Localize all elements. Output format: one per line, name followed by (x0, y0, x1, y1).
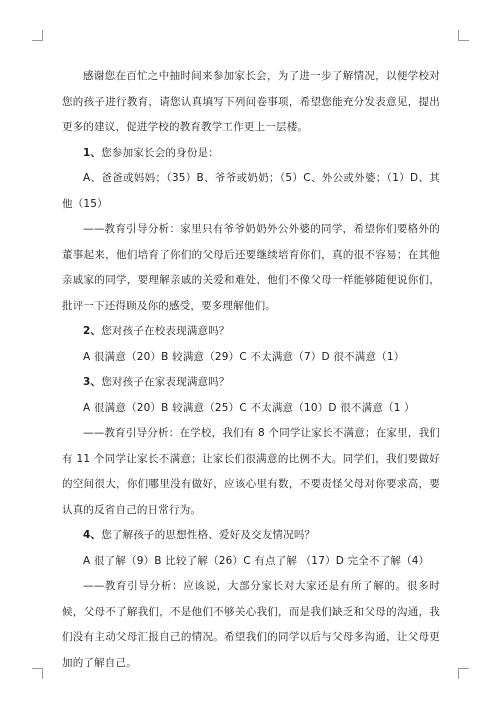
question-3-options: A 很满意（20）B 较满意（25）C 不太满意（10）D 很不满意（1 ） (83, 401, 415, 414)
document-body (62, 64, 440, 676)
question-4-number: 4、 (83, 529, 102, 541)
question-1-options: A、爸爸或妈妈；（35）B、爷爷或奶奶；（5）C、外公或外婆；（1）D、其他（15） (62, 172, 440, 210)
question-2-text: 您对孩子在校表现满意吗？ (101, 325, 230, 337)
question-3-text: 您对孩子在家表现满意吗？ (101, 376, 230, 388)
question-3-number: 3、 (83, 376, 102, 388)
question-2 (62, 319, 440, 345)
question-4 (62, 523, 440, 549)
question-4-analysis: ——教育引导分析：应该说，大部分家长对大家还是有所了解的。很多时候，父母不了解我们，不是他们不够关心我们，而是我们缺乏和父母的沟通，我们没有主动父母汇报自己的情况。希望我们的同学以后与父母多沟通，让父母更加的了解自己。 (62, 580, 440, 669)
question-2-number: 2、 (83, 325, 102, 337)
crop-mark-top-right (458, 30, 469, 41)
crop-mark-top-left (32, 30, 43, 41)
question-2-options: A 很满意（20）B 较满意（29）C 不太满意（7）D 很不满意（1） (83, 350, 405, 363)
question-4-options: A 很了解（9）B 比较了解（26）C 有点了解 （17）D 完全不了解（4） (83, 554, 430, 567)
crop-mark-bottom-left (32, 668, 43, 679)
question-1-number: 1、 (83, 146, 102, 159)
question-1-analysis: ——教育引导分析：家里只有爷爷奶奶外公外婆的同学，希望你们要格外的董事起来，他们培育了你们的父母后还要继续培育你们，真的很不容易；在其他亲戚家的同学，要理解亲戚的关爱和难处，他们不像父母一样能够随便说你们，批评一下还得顾及你的感受，要多理解他们。 (62, 223, 440, 312)
question-3 (62, 370, 440, 396)
crop-mark-bottom-right (458, 668, 469, 679)
question-1-text: 您参加家长会的身份是： (101, 146, 219, 159)
intro-paragraph: 感谢您在百忙之中抽时间来参加家长会，为了进一步了解情况，以便学校对您的孩子进行教育，请您认真填写下列问卷事项，希望您能充分发表意见，提出更多的建议，促进学校的教育教学工作更上一层楼。 (62, 70, 440, 133)
question-4-text: 您了解孩子的思想性格、爱好及交友情况吗？ (101, 529, 316, 541)
question-3-analysis: ——教育引导分析：在学校，我们有 8 个同学让家长不满意；在家里，我们有 11 个同学让家长不满意；让家长们很满意的比例不大。同学们，我们要做好的空间很大，你们哪里没有做好，应该心里有数，不要责怪父母对你要求高，要认真的反省自己的日常行为。 (62, 427, 440, 516)
question-1 (62, 141, 440, 167)
